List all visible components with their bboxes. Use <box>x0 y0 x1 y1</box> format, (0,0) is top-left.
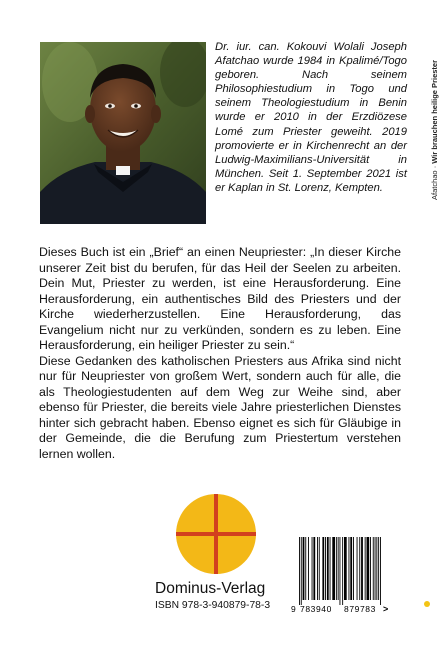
barcode-bar <box>303 537 305 600</box>
description-paragraph-1: Dieses Buch ist ein „Brief“ an einen Neupriester: „In dieser Kirche unserer Zeit bist du berufen, für das Heil der Seelen zu arbeiten. Dein Mut, Priester zu werden, ist eine Herausforderung. Eine Herausforderung, ein authentisches Bild des Priesters und der Kirche wiederherzustellen. Eine Herausforderung, das Evangelium nicht nur zu verkünden, sondern es zu leben. Eine Herausforderung, ein heiliger Priester zu sein.“ <box>39 245 401 352</box>
barcode-bar <box>308 537 309 600</box>
publisher-name: Dominus-Verlag <box>155 580 266 597</box>
barcode-bar <box>336 537 337 600</box>
spine-author: Afatchao · <box>430 163 439 200</box>
barcode-bar <box>338 537 339 600</box>
isbn-label: ISBN 978-3-940879-78-3 <box>155 600 271 611</box>
barcode <box>291 535 391 615</box>
description <box>39 245 401 462</box>
barcode-bar <box>365 537 366 600</box>
barcode-bar <box>319 537 320 600</box>
barcode-bar <box>305 537 306 600</box>
barcode-bar <box>373 537 374 600</box>
barcode-bar <box>380 537 381 605</box>
barcode-first-digit: 9 <box>291 604 296 614</box>
barcode-bar <box>361 537 363 600</box>
barcode-bar <box>357 537 358 600</box>
author-bio: Dr. iur. can. Kokouvi Wolali Joseph Afatchao wurde 1984 in Kpalimé/Togo geboren. Nach seinem Philosophiestudium in Togo und seinem Theologiestudium in Benin wurde er 2010 in der Erzdiözese Lomé zum Priester geweiht. 2019 promovierte er in Kirchenrecht an der Ludwig-Maximilians-Universität in München. Seit 1. September 2021 ist er Kaplan in St. Lorenz, Kempten. <box>215 41 407 194</box>
barcode-bar <box>322 537 324 600</box>
accent-dot <box>424 601 430 607</box>
barcode-bar <box>367 537 370 600</box>
spine-text <box>418 40 439 200</box>
barcode-bar <box>330 537 331 600</box>
barcode-bar <box>327 537 329 600</box>
barcode-left-digits: 783940 <box>300 604 332 614</box>
barcode-bar <box>376 537 377 600</box>
barcode-bar <box>359 537 360 600</box>
barcode-bar <box>342 537 343 605</box>
author-photo <box>40 42 206 224</box>
barcode-bar <box>378 537 379 600</box>
barcode-bar <box>317 537 318 600</box>
barcode-bar <box>313 537 315 600</box>
barcode-bar <box>375 537 376 600</box>
spine-title: Wir brauchen heilige Priester <box>430 60 439 164</box>
barcode-bar <box>349 537 350 600</box>
barcode-bar <box>350 537 352 600</box>
barcode-arrow: > <box>383 604 389 614</box>
barcode-right-digits: 879783 <box>344 604 376 614</box>
publisher-cross-logo-icon <box>175 493 257 575</box>
barcode-bar <box>301 537 302 605</box>
description-paragraph-2: Diese Gedanken des katholischen Priesters aus Afrika sind nicht nur für Neupriester von großem Wert, sondern auch für alle, die als Theologiestudenten auf dem Weg zur Weihe sind, aber ebenso für Priester, die bereits viele Jahre priesterlichen Dienstes hinter sich gebracht haben. Ebenso eignet es sich für Gläubige in der Gemeinde, die die Berufung zum Priestertum verstehen lernen wollen. <box>39 353 401 461</box>
barcode-bar <box>325 537 326 600</box>
barcode-bar <box>299 537 300 605</box>
barcode-bar <box>332 537 335 600</box>
barcode-bar <box>353 537 354 600</box>
barcode-bar <box>340 537 341 605</box>
author-portrait-image <box>40 42 206 224</box>
publisher-logo <box>175 493 257 575</box>
barcode-bar <box>344 537 347 600</box>
barcode-graphic <box>291 535 391 615</box>
barcode-bar <box>312 537 313 600</box>
barcode-bar <box>370 537 371 600</box>
